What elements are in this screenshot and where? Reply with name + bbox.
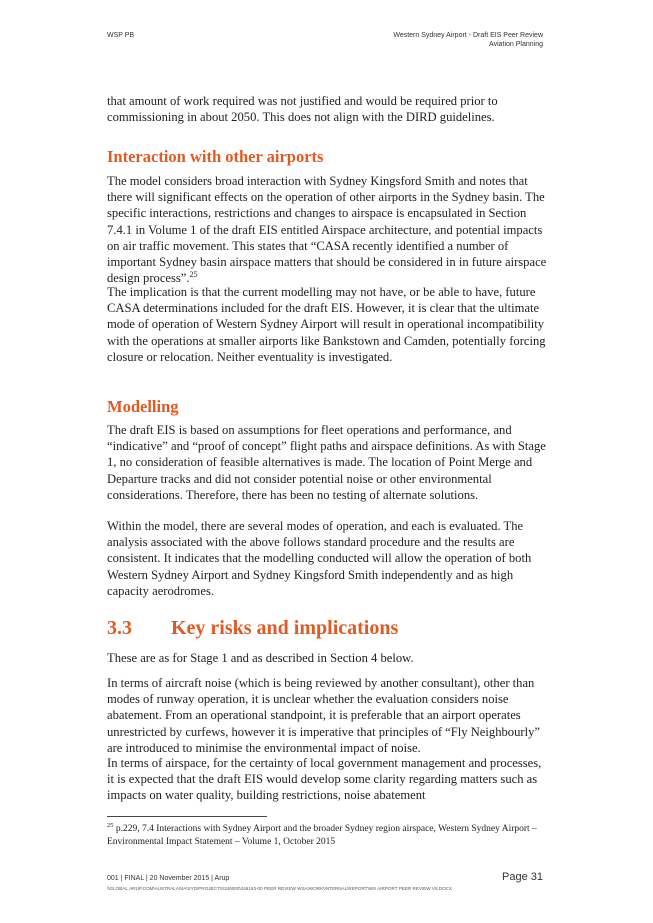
heading-interaction: Interaction with other airports [107, 147, 324, 166]
footer-info: 001 | FINAL | 20 November 2015 | Arup [107, 875, 230, 882]
header-left: WSP PB [107, 32, 135, 39]
header-subtitle: Aviation Planning [489, 41, 543, 48]
header-title: Western Sydney Airport - Draft EIS Peer Review [393, 32, 543, 39]
footnote-text: p.229, 7.4 Interactions with Sydney Airport and the broader Sydney region airspace, Western Sydney Airport – Environmental Impact Statement – Volume 1, October 2015 [107, 824, 537, 847]
risks-para-2 [107, 675, 547, 756]
interaction-para-1-text: The model considers broad interaction with Sydney Kingsford Smith and notes that there will significant effects on the operation of other airports in the Sydney basin. The specific interactions, restrictions and changes to airspace is encapsulated in Section 7.4.1 in Volume 1 of the draft EIS entitled Airspace architecture, and potential impacts on air traffic movement. This states that “CASA recently identified a number of important Sydney basin airspace matters that should be considered in in future airspace design process”. [107, 174, 547, 286]
page-number: Page 31 [502, 871, 543, 883]
risks-para-1 [107, 650, 547, 666]
interaction-para-2 [107, 284, 547, 365]
risks-para-2-text: In terms of aircraft noise (which is being reviewed by another consultant), other than modes of runway operation, it is unclear whether the evaluation considers noise abatement. From an operational standpoint, it is preferable that an airport operates unrestricted by curfews, however it is imperative that principles of “Fly Neighbourly” are introduced to minimise the environmental impact of noise. [107, 676, 540, 755]
risks-para-3-text: In terms of airspace, for the certainty of local government management and processes, it is expected that the draft EIS would develop some clarity regarding matters such as impacts on water quality, building restrictions, noise abatement [107, 756, 542, 803]
heading-modelling: Modelling [107, 397, 179, 416]
intro-text: that amount of work required was not justified and would be required prior to commissioning in about 2050. This does not align with the DIRD guidelines. [107, 94, 498, 125]
header-right [393, 31, 543, 49]
footnote [107, 823, 547, 848]
interaction-para-1 [107, 173, 547, 286]
risks-para-1-text: These are as for Stage 1 and as described in Section 4 below. [107, 651, 414, 665]
modelling-para-1-text: The draft EIS is based on assumptions for fleet operations and performance, and “indicative” and “proof of concept” flight paths and airspace definitions. As with Stage 1, no consideration of feasible alternatives is made. The location of Point Merge and Departure tracks and did not consider potential noise or other environmental considerations. Therefore, there has been no testing of alternate solutions. [107, 423, 546, 502]
intro-paragraph [107, 93, 547, 125]
modelling-para-2 [107, 518, 547, 599]
section-title: Key risks and implications [171, 617, 399, 639]
interaction-para-2-text: The implication is that the current modelling may not have, or be able to have, future CASA determinations included for the draft EIS. However, it is clear that the ultimate mode of operation of Western Sydney Airport will result in operational incompatibility with the operations at smaller airports like Bankstown and Camden, potentially forcing closure or relocation. Neither eventuality is investigated. [107, 285, 546, 364]
footnote-ref: 25 [189, 270, 198, 280]
file-path: \\GLOBAL.ARUP.COM\AUSTRALASIA\SYD\PROJECTS\246000\246163-00 PEER REVIEW WSA\WORK\INTERNAL\REPORT\WS AIRPORT PEER REVIEW V8.DOCX [107, 886, 453, 891]
risks-para-3 [107, 755, 547, 804]
section-number: 3.3 [107, 617, 132, 639]
modelling-para-2-text: Within the model, there are several modes of operation, and each is evaluated. The analysis associated with the above follows standard procedure and the results are consistent. It indicates that the modelling conducted will allow the operation of both Western Sydney Airport and Sydney Kingsford Smith independently and as high capacity aerodromes. [107, 519, 532, 598]
modelling-para-1 [107, 422, 547, 503]
footnote-number: 25 [107, 821, 114, 829]
footnote-separator [107, 816, 267, 817]
heading-key-risks [107, 616, 398, 640]
